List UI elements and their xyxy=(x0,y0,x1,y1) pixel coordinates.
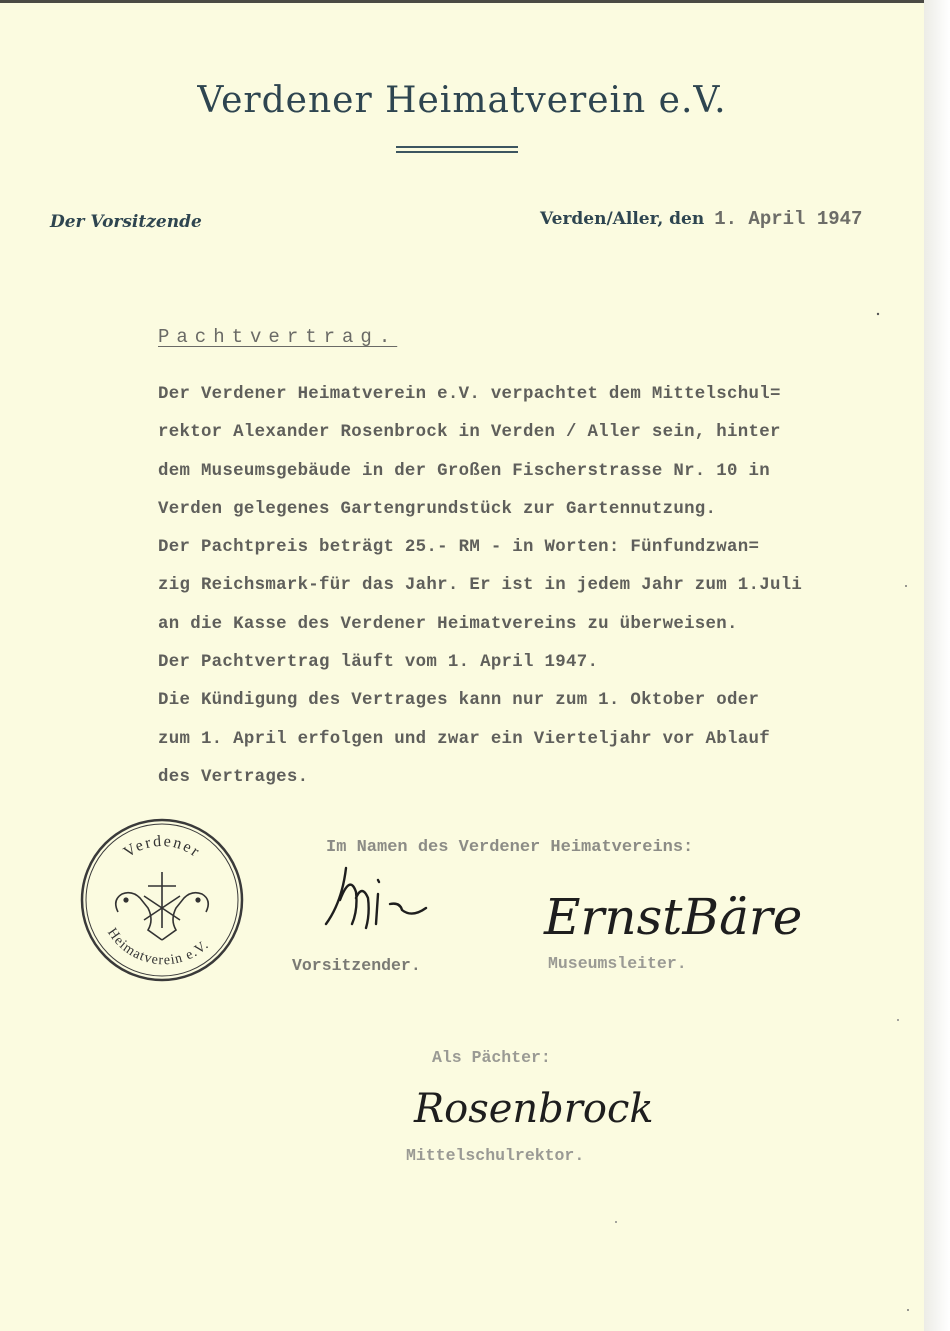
body-line: Die Kündigung des Vertrages kann nur zum 1. Oktober oder xyxy=(158,691,760,711)
body-line: zig Reichsmark-für das Jahr. Er ist in jedem Jahr zum 1.Juli xyxy=(158,576,803,596)
body-line: Der Pachtvertrag läuft vom 1. April 1947. xyxy=(158,653,599,673)
page-edge-shadow xyxy=(924,0,950,1331)
body-line: des Vertrages. xyxy=(158,767,309,787)
body-line: Verden gelegenes Gartengrundstück zur Gartennutzung. xyxy=(158,499,717,519)
body-line: Der Pachtpreis beträgt 25.- RM - in Worten: Fünfundzwan= xyxy=(158,538,760,558)
stamp-bottom-text: Heimatverein e.V. xyxy=(104,925,213,969)
chair-role-label: Vorsitzender. xyxy=(292,956,421,975)
letterhead-title: Verdener Heimatverein e.V. xyxy=(197,80,727,121)
body-line: Der Verdener Heimatverein e.V. verpachtet dem Mittelschul= xyxy=(158,385,781,404)
tenant-heading: Als Pächter: xyxy=(432,1048,551,1067)
tenant-signature-text: Rosenbrock xyxy=(414,1086,654,1132)
place: Verden/Aller, den xyxy=(540,209,705,229)
date: 1. April 1947 xyxy=(714,208,863,230)
body-line: zum 1. April erfolgen und zwar ein Vierteljahr vor Ablauf xyxy=(158,729,770,749)
body-line: dem Museumsgebäude in der Großen Fischerstrasse Nr. 10 in xyxy=(158,461,770,481)
on-behalf-label: Im Namen des Verdener Heimatvereins: xyxy=(326,838,694,857)
museum-signature-text: ErnstBäre xyxy=(544,888,803,946)
body-line: an die Kasse des Verdener Heimatvereins zu überweisen. xyxy=(158,614,738,634)
body-line: rektor Alexander Rosenbrock in Verden / Aller sein, hinter xyxy=(158,423,781,443)
tenant-role-label: Mittelschulrektor. xyxy=(406,1146,585,1165)
museum-role-label: Museumsleiter. xyxy=(548,954,687,973)
chair-label: Der Vorsitzende xyxy=(50,212,202,232)
stamp-top-text: Verdener xyxy=(120,832,204,862)
contract-heading: Pachtvertrag. xyxy=(158,326,398,348)
